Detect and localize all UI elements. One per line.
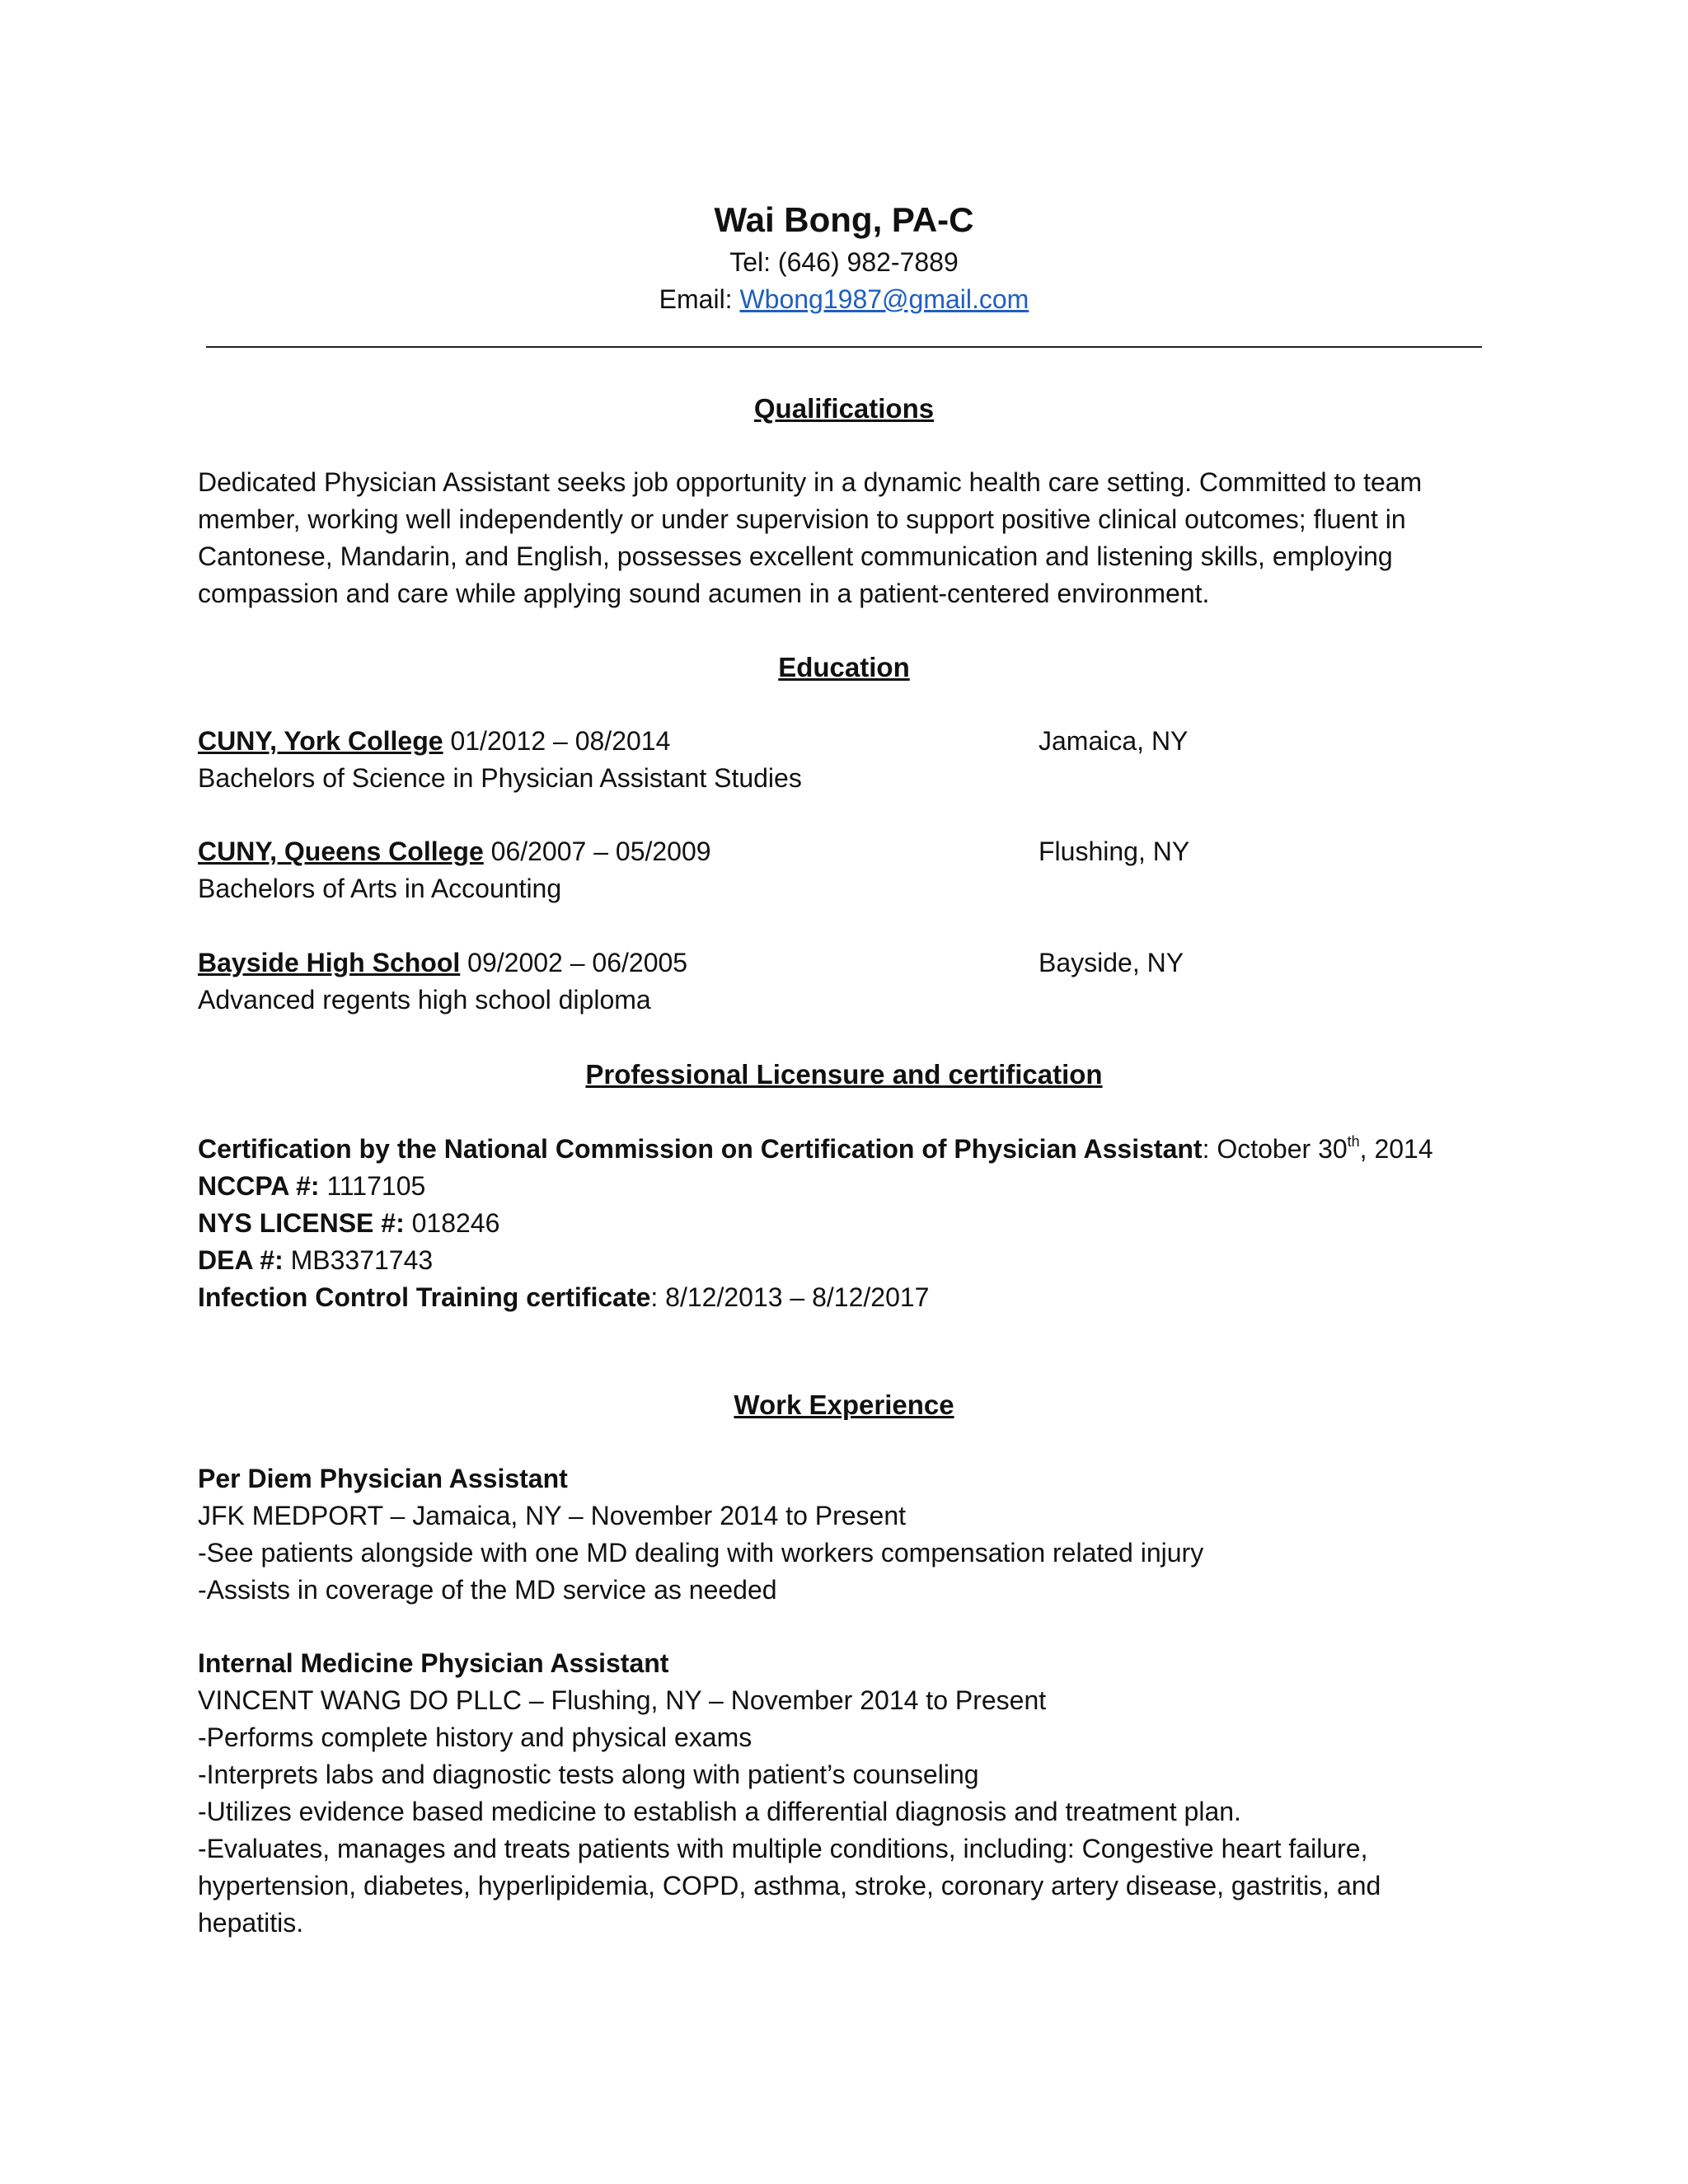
nys-license-label: NYS LICENSE #: <box>198 1208 405 1238</box>
employer-line: JFK MEDPORT – Jamaica, NY – November 2014 to Present <box>198 1501 907 1530</box>
education-location: Flushing, NY <box>1039 837 1190 866</box>
education-heading: Education <box>778 652 910 682</box>
degree-name: Advanced regents high school diploma <box>198 985 651 1015</box>
certification-date-prefix: : October 30 <box>1202 1134 1348 1164</box>
education-entry <box>198 833 1475 907</box>
education-location: Jamaica, NY <box>1039 726 1189 756</box>
education-dates: 09/2002 – 06/2005 <box>460 948 688 977</box>
nccpa-line <box>198 1168 1500 1205</box>
education-header-line <box>198 723 1475 760</box>
infection-control-value: : 8/12/2013 – 8/12/2017 <box>650 1282 930 1312</box>
email-label: Email: <box>659 284 740 314</box>
degree-name: Bachelors of Arts in Accounting <box>198 874 562 903</box>
education-header-line <box>198 944 1475 982</box>
phone-line <box>0 244 1688 280</box>
certification-date-suffix: , 2014 <box>1359 1134 1433 1164</box>
qualifications-summary: Dedicated Physician Assistant seeks job opportunity in a dynamic health care setting. Committed to team member, working well independently or under supervision to support positive clinical outcomes; fluent in Cantonese, Mandarin, and English, possesses excellent communication and listening skills, employing compassion and care while applying sound acumen in a patient-centered environment. <box>198 467 1423 608</box>
certification-date-superscript: th <box>1347 1133 1360 1150</box>
resume-name: Wai Bong, PA-C <box>714 200 974 239</box>
dea-label: DEA #: <box>198 1245 284 1275</box>
education-header-line <box>198 833 1475 870</box>
infection-control-label: Infection Control Training certificate <box>198 1282 651 1312</box>
job-duty: -Utilizes evidence based medicine to establish a differential diagnosis and treatment plan. <box>198 1797 1241 1826</box>
phone-label: Tel: <box>729 247 778 277</box>
infection-control-line <box>198 1279 1500 1316</box>
school-name: CUNY, York College <box>198 726 443 756</box>
work-experience-heading: Work Experience <box>734 1390 954 1420</box>
job-duty: -See patients alongside with one MD dealing with workers compensation related injury <box>198 1538 1204 1568</box>
employer-line: VINCENT WANG DO PLLC – Flushing, NY – November 2014 to Present <box>198 1685 1047 1715</box>
email-line <box>0 281 1688 317</box>
education-entry <box>198 944 1475 1019</box>
job-title: Internal Medicine Physician Assistant <box>198 1648 669 1678</box>
education-dates: 01/2012 – 08/2014 <box>443 726 671 756</box>
nccpa-label: NCCPA #: <box>198 1171 320 1201</box>
certification-label: Certification by the National Commission on Certification of Physician Assistant <box>198 1134 1203 1164</box>
certification-line <box>198 1131 1500 1168</box>
licensure-heading: Professional Licensure and certification <box>585 1059 1103 1090</box>
education-entry <box>198 723 1475 797</box>
nccpa-value: 1117105 <box>319 1171 426 1201</box>
job-duty: -Assists in coverage of the MD service as needed <box>198 1575 777 1605</box>
email-link[interactable]: Wbong1987@gmail.com <box>739 284 1029 314</box>
job-entry <box>198 1460 1492 1609</box>
school-name: Bayside High School <box>198 948 461 977</box>
job-entry <box>198 1645 1492 1942</box>
education-location: Bayside, NY <box>1039 948 1184 977</box>
job-title: Per Diem Physician Assistant <box>198 1464 568 1493</box>
nys-license-value: 018246 <box>404 1208 500 1238</box>
phone-number: (646) 982-7889 <box>777 247 959 277</box>
dea-line <box>198 1242 1500 1279</box>
qualifications-heading: Qualifications <box>753 393 935 424</box>
nys-license-line <box>198 1205 1500 1242</box>
dea-value: MB3371743 <box>283 1245 434 1275</box>
job-duty: -Evaluates, manages and treats patients with multiple conditions, including: Congestive heart failure, hypertension, diabetes, hyperlipidemia, COPD, asthma, stroke, coronary artery disease, gastritis, and hepatitis. <box>198 1834 1381 1938</box>
licensure-list <box>198 1131 1500 1316</box>
header-divider <box>206 346 1482 348</box>
certification-date <box>1203 1134 1433 1164</box>
education-dates: 06/2007 – 05/2009 <box>483 837 711 866</box>
degree-name: Bachelors of Science in Physician Assistant Studies <box>198 763 802 793</box>
job-duty: -Interprets labs and diagnostic tests along with patient’s counseling <box>198 1760 979 1789</box>
job-duty: -Performs complete history and physical exams <box>198 1722 753 1752</box>
school-name: CUNY, Queens College <box>198 837 484 866</box>
